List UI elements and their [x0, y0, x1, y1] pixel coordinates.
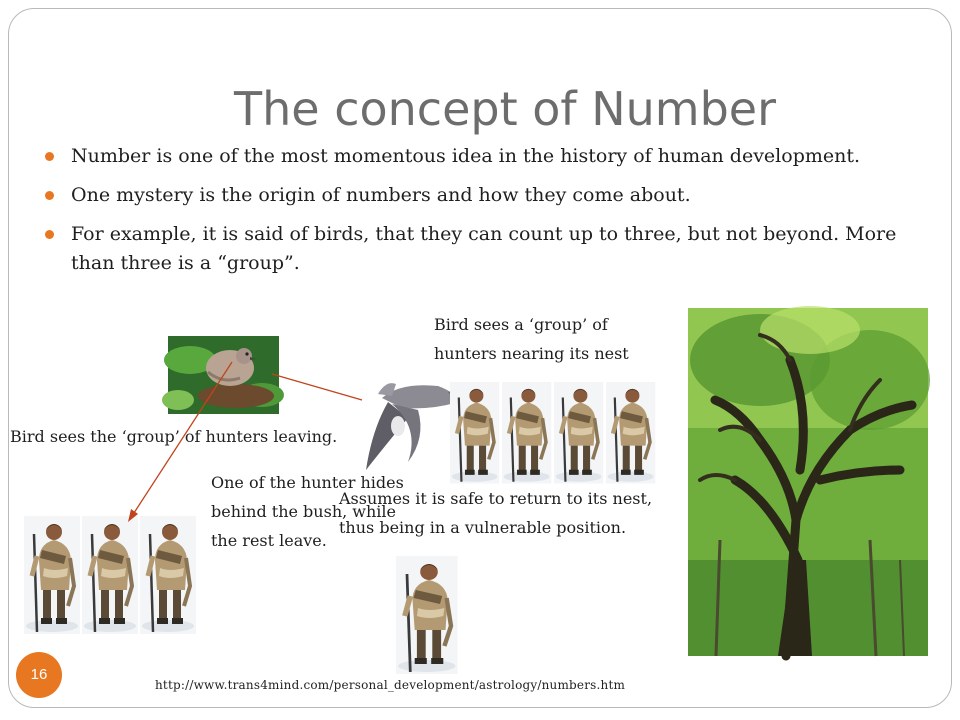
- caption-assumes-safe: [339, 484, 652, 542]
- caption-line: the rest leave.: [211, 531, 327, 550]
- source-url[interactable]: http://www.trans4mind.com/personal_development/astrology/numbers.htm: [155, 678, 626, 692]
- caption-line: hunters nearing its nest: [434, 344, 629, 363]
- slide-title: The concept of Number: [234, 82, 776, 136]
- bullet-text: For example, it is said of birds, that they can count up to three, but not beyond. More than three is a “group”.: [71, 223, 897, 274]
- hunters-group-nearing: [450, 382, 655, 483]
- tree-photo: [688, 306, 930, 656]
- caption-line: One of the hunter hides: [211, 473, 404, 492]
- slide-number-badge: 16: [16, 652, 62, 698]
- bullet-text: Number is one of the most momentous idea in the history of human development.: [71, 145, 861, 167]
- hunters-group-leaving: [24, 516, 196, 634]
- arrow-line: [272, 374, 362, 400]
- caption-line: Bird sees a ‘group’ of: [434, 315, 608, 334]
- caption-line: behind the bush, while: [211, 502, 396, 521]
- caption-group-leaving: Bird sees the ‘group’ of hunters leaving.: [10, 427, 338, 446]
- caption-group-nearing: [434, 310, 629, 368]
- caption-line: thus being in a vulnerable position.: [339, 518, 627, 537]
- hidden-hunter: [396, 556, 458, 674]
- bullet-text: One mystery is the origin of numbers and how they come about.: [71, 184, 691, 206]
- flying-bird: [366, 383, 464, 470]
- caption-line: Assumes it is safe to return to its nest,: [339, 489, 653, 508]
